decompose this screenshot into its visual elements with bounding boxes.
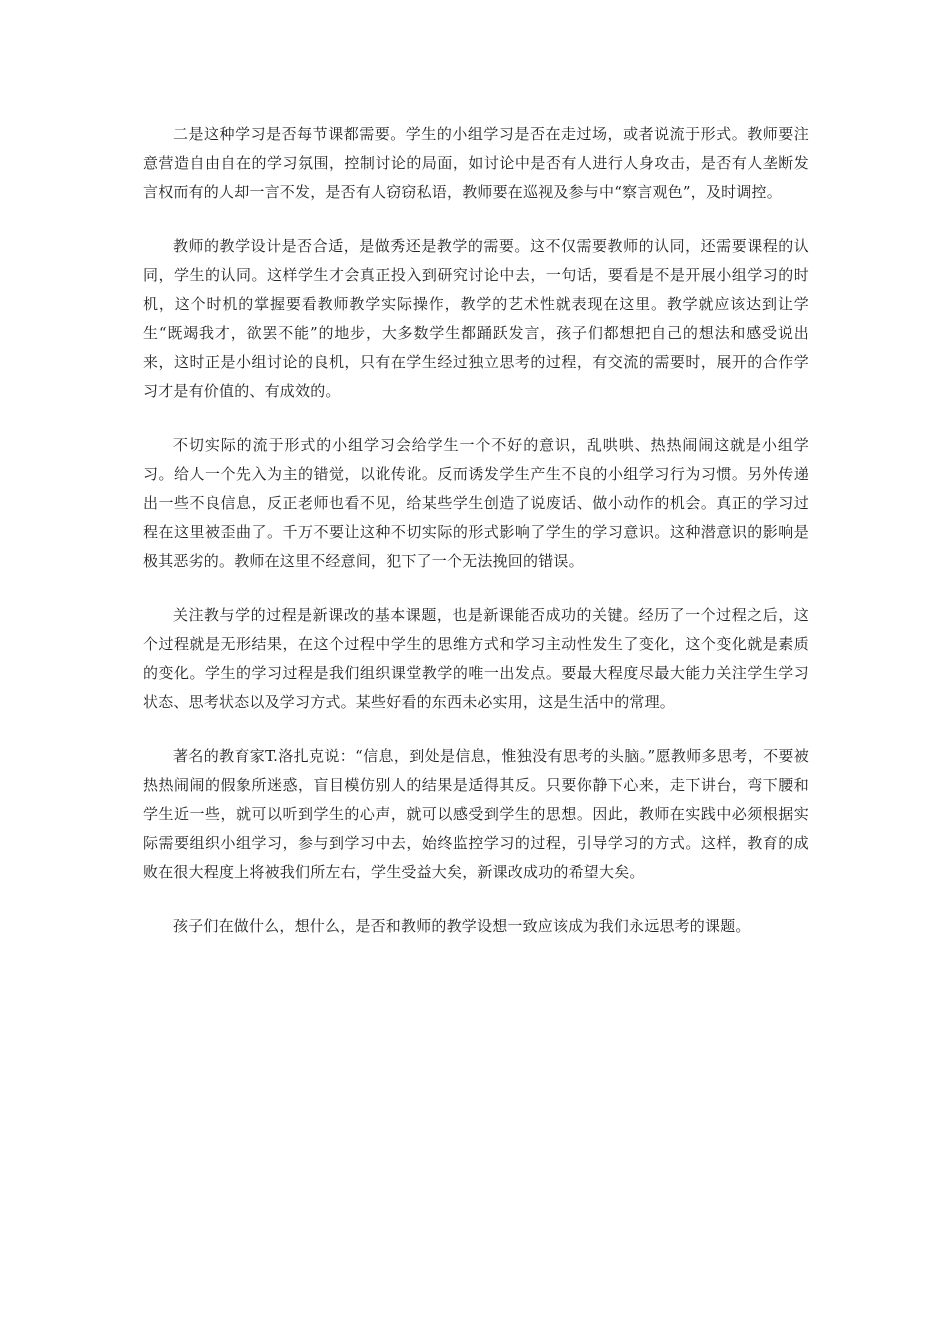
paragraph-6: 孩子们在做什么，想什么，是否和教师的教学设想一致应该成为我们永远思考的课题。	[173, 917, 751, 935]
document-body	[143, 120, 809, 966]
paragraph-1: 二是这种学习是否每节课都需要。学生的小组学习是否在走过场，或者说流于形式。教师要注意营造自由自在的学习氛围，控制讨论的局面，如讨论中是否有人进行人身攻击，是否有人垄断发言权而有的人却一言不发，是否有人窃窃私语，教师要在巡视及参与中“察言观色”，及时调控。	[143, 125, 809, 201]
paragraph-2: 教师的教学设计是否合适，是做秀还是教学的需要。这不仅需要教师的认同，还需要课程的认同，学生的认同。这样学生才会真正投入到研究讨论中去，一句话，要看是不是开展小组学习的时机，这个时机的掌握要看教师教学实际操作，教学的艺术性就表现在这里。教学就应该达到让学生“既竭我才，欲罢不能”的地步，大多数学生都踊跃发言，孩子们都想把自己的想法和感受说出来，这时正是小组讨论的良机，只有在学生经过独立思考的过程，有交流的需要时，展开的合作学习才是有价值的、有成效的。	[143, 237, 809, 400]
paragraph-3: 不切实际的流于形式的小组学习会给学生一个不好的意识，乱哄哄、热热闹闹这就是小组学习。给人一个先入为主的错觉，以讹传讹。反而诱发学生产生不良的小组学习行为习惯。另外传递出一些不良信息，反正老师也看不见，给某些学生创造了说废话、做小动作的机会。真正的学习过程在这里被歪曲了。千万不要让这种不切实际的形式影响了学生的学习意识。这种潜意识的影响是极其恶劣的。教师在这里不经意间，犯下了一个无法挽回的错误。	[143, 436, 809, 570]
paragraph-5: 著名的教育家T.洛扎克说：“信息，到处是信息，惟独没有思考的头脑。”愿教师多思考，不要被热热闹闹的假象所迷惑，盲目模仿别人的结果是适得其反。只要你静下心来，走下讲台，弯下腰和学生近一些，就可以听到学生的心声，就可以感受到学生的思想。因此，教师在实践中必须根据实际需要组织小组学习，参与到学习中去，始终监控学习的过程，引导学习的方式。这样，教育的成败在很大程度上将被我们所左右，学生受益大矣，新课改成功的希望大矣。	[143, 747, 809, 881]
paragraph-4: 关注教与学的过程是新课改的基本课题，也是新课能否成功的关键。经历了一个过程之后，这个过程就是无形结果，在这个过程中学生的思维方式和学习主动性发生了变化，这个变化就是素质的变化。学生的学习过程是我们组织课堂教学的唯一出发点。要最大程度尽最大能力关注学生学习状态、思考状态以及学习方式。某些好看的东西未必实用，这是生活中的常理。	[143, 606, 809, 711]
